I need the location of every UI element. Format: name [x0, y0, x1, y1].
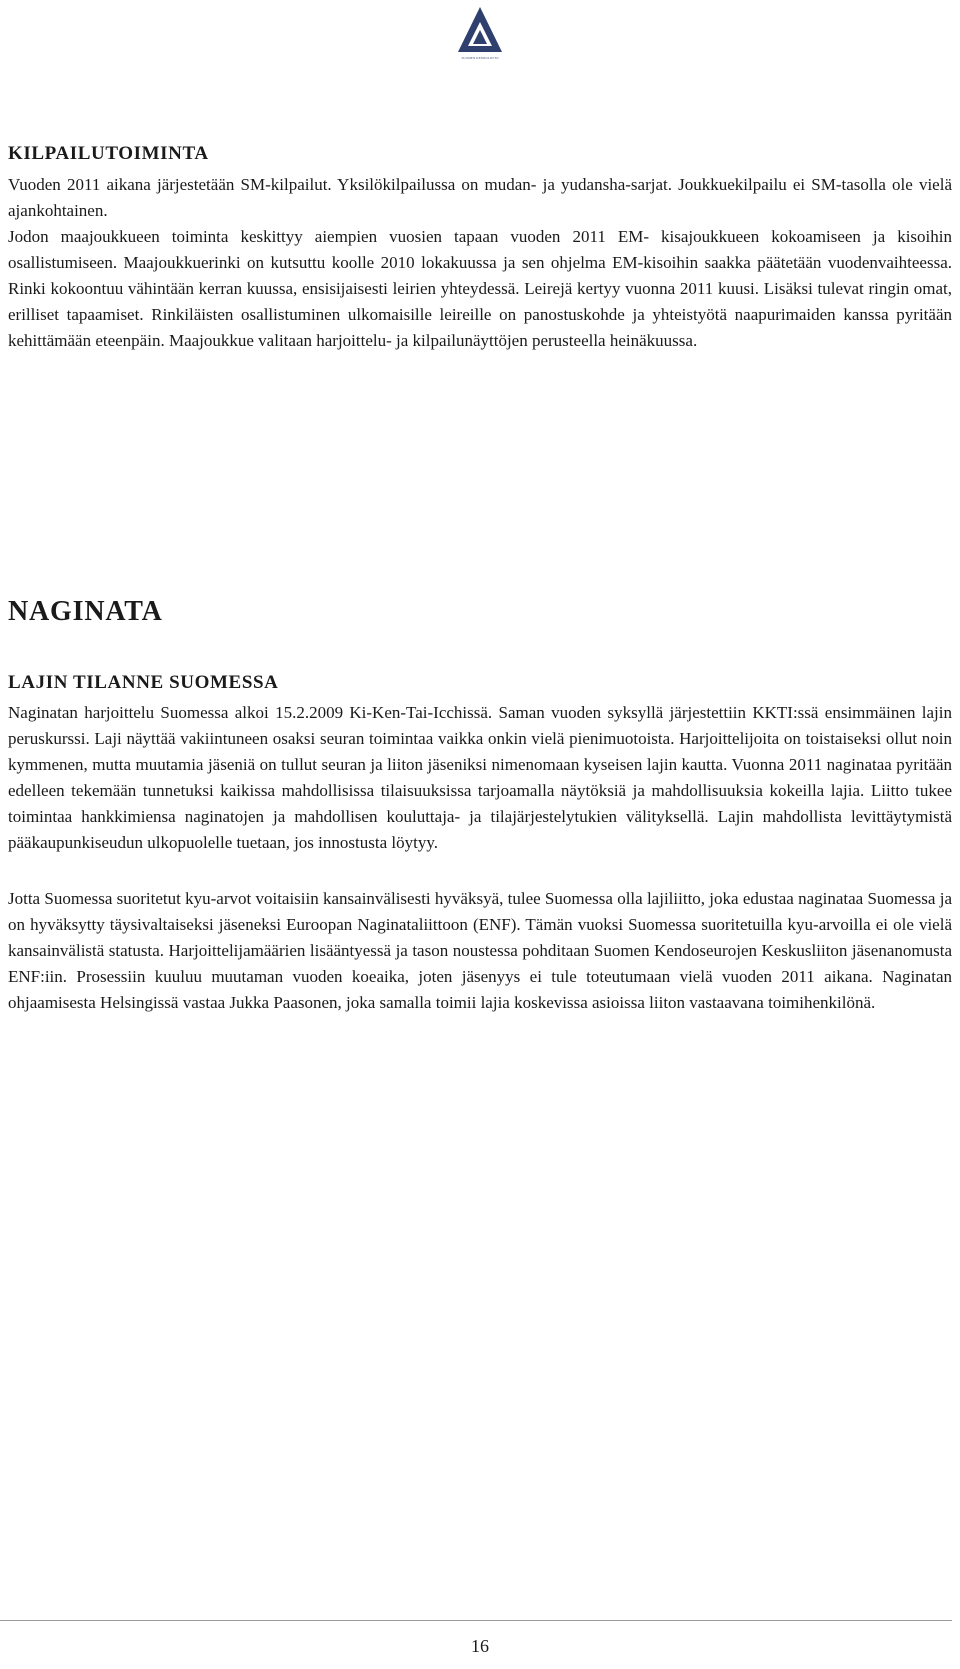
footer-divider — [0, 1620, 952, 1621]
logo-emblem-icon — [452, 4, 508, 60]
page-number: 16 — [471, 1636, 489, 1656]
subheading-lajin-tilanne: LAJIN TILANNE SUOMESSA — [8, 672, 279, 693]
kilpailutoiminta-paragraph-2: Jodon maajoukkueen toiminta keskittyy aiempien vuosien tapaan vuoden 2011 EM- kisajoukkueen kokoamiseen ja kisoihin osallistumiseen. Maajoukkuerinki on kutsuttu koolle 2010 lokakuussa ja sen ohjelma EM-kisoihin saakka päätetään vuodenvaihteessa. Rinki kokoontuu vähintään kerran kuussa, ensisijaisesti leirien yhteydessä. Leirejä kertyy vuonna 2011 kuusi. Lisäksi tulevat ringin omat, erilliset tapaamiset. Rinkiläisten osallistuminen ulkomaisille leireille on panostuskohde ja yhteistyötä naapurimaiden kanssa pyritään kehittämään eteenpäin. Maajoukkue valitaan harjoittelu- ja kilpailunäyttöjen perusteella heinäkuussa. — [8, 227, 952, 350]
logo-text: SUOMEN KENDOLIITTO — [461, 56, 499, 60]
naginata-paragraph-2: Jotta Suomessa suoritetut kyu-arvot voitaisiin kansainvälisesti hyväksyä, tulee Suomessa olla lajiliitto, joka edustaa naginataa Suomessa ja on hyväksytty täysivaltaiseksi jäseneksi Euroopan Naginataliittoon (ENF). Tämän vuoksi Suomessa suoritetuilla kyu-arvoilla ei ole vielä kansainvälistä statusta. Harjoittelijamäärien lisääntyessä ja tason noustessa pohditaan Suomen Kendoseurojen Keskusliiton jäsenanomusta ENF:iin. Prosessiin kuuluu muutaman vuoden koeaika, joten jäsenyys ei tule toteutumaan vielä vuoden 2011 aikana. Naginatan ohjaamisesta Helsingissä vastaa Jukka Paasonen, joka samalla toimii lajia koskevissa asioissa liiton vastaavana toimihenkilönä. — [8, 889, 952, 1012]
section-heading-naginata: NAGINATA — [8, 596, 163, 627]
kilpailutoiminta-paragraph-1: Vuoden 2011 aikana järjestetään SM-kilpailut. Yksilökilpailussa on mudan- ja yudansha-sarjat. Joukkuekilpailu ei SM-tasolla ole vielä ajankohtainen. — [8, 175, 952, 220]
naginata-paragraph-1: Naginatan harjoittelu Suomessa alkoi 15.2.2009 Ki-Ken-Tai-Icchissä. Saman vuoden syksyllä järjestettiin KKTI:ssä ensimmäinen lajin peruskurssi. Laji näyttää vakiintuneen osaksi seuran toimintaa vaikka onkin vielä pienimuotoista. Harjoittelijoita on toistaiseksi ollut noin kymmenen, mutta muutamia jäseniä on tullut seuran ja liiton jäseniksi nimenomaan kyseisen lajin kautta. Vuonna 2011 naginataa pyritään edelleen tekemään tunnetuksi kaikissa mahdollisissa tilaisuuksissa tarjoamalla näytöksiä ja mahdollisuuksia kokeilla lajia. Liitto tukee toimintaa hankkimiensa naginatojen ja mahdollisen kouluttaja- ja tilajärjestelytukien välityksellä. Lajin mahdollista levittäytymistä pääkaupunkiseudun ulkopuolelle tuetaan, jos innostusta löytyy. — [8, 703, 952, 852]
section-heading-kilpailutoiminta: KILPAILUTOIMINTA — [8, 143, 209, 164]
